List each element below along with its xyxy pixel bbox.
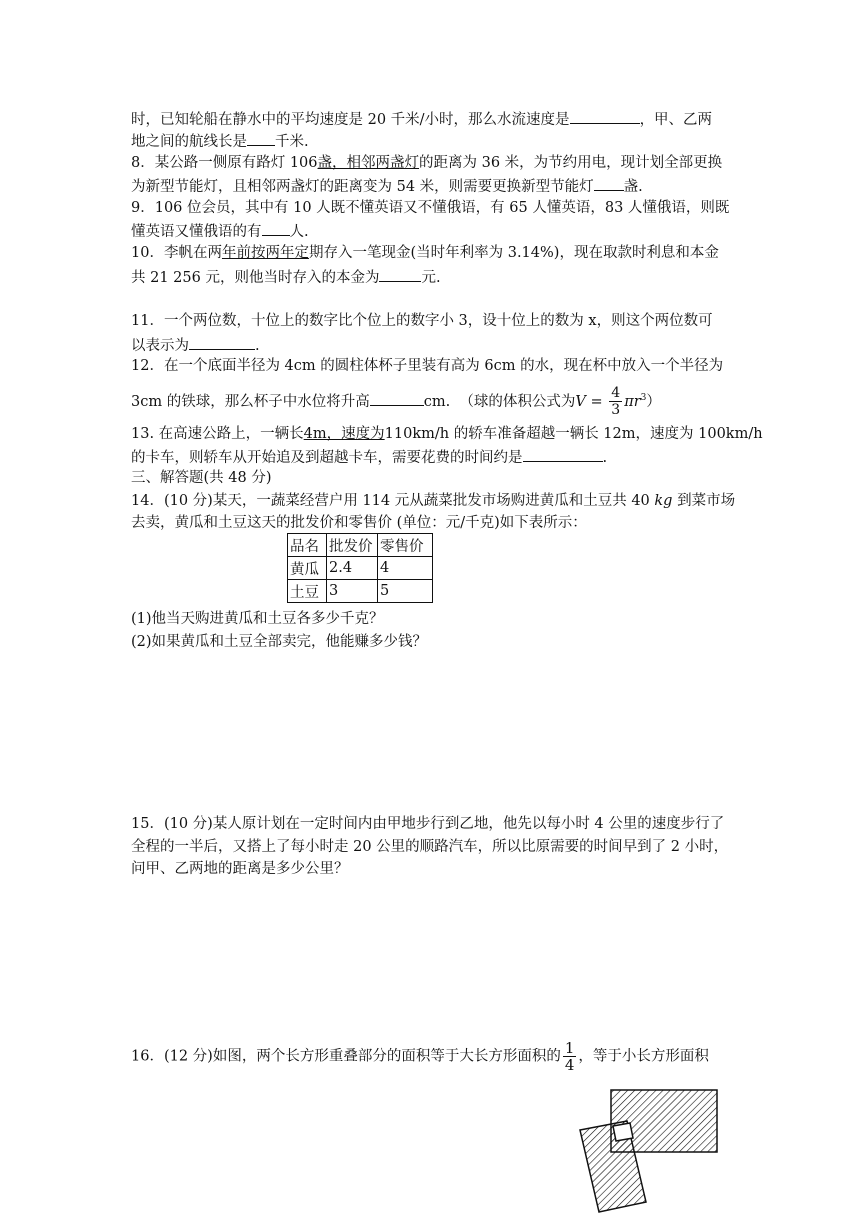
- table-cell: 黄瓜: [288, 557, 327, 580]
- table-cell: 土豆: [288, 580, 327, 603]
- q14-sub2: (2)如果黄瓜和土豆全部卖完，他能赚多少钱？: [131, 634, 428, 650]
- table-header-cell: 品名: [288, 534, 327, 557]
- q15-line1: 15．(10 分)某人原计划在一定时间内由甲地步行到乙地，他先以每小时 4 公里的速度步行了: [131, 816, 725, 832]
- overlapping-rectangles-figure: [575, 1086, 725, 1214]
- q13-line2: 的卡车，则轿车从开始追及到超越卡车，需要花费的时间约是 .: [131, 446, 607, 468]
- answer-blank[interactable]: [570, 108, 640, 124]
- table-row: [288, 580, 433, 603]
- answer-blank[interactable]: [379, 266, 421, 282]
- answer-blank[interactable]: [189, 334, 255, 350]
- q7-line2: 地之间的航线长是 千米.: [131, 130, 309, 152]
- table-header-row: [288, 534, 433, 557]
- q8-line1: 8．某公路一侧原有路灯 106盏，相邻两盏灯的距离为 36 米，为节约用电，现计划全部更换: [131, 155, 723, 171]
- q9-line1: 9．106 位会员，其中有 10 人既不懂英语又不懂俄语，有 65 人懂英语，83 人懂俄语，则既: [131, 200, 730, 216]
- q14-line1: 14．(10 分)某天，一蔬菜经营户用 114 元从蔬菜批发市场购进黄瓜和土豆共 40 kg 到菜市场: [131, 493, 736, 509]
- q11-line2: 以表示为 .: [131, 334, 260, 356]
- table-cell: 5: [378, 580, 433, 603]
- formula-fraction: $\frac{4}{3}$: [611, 385, 621, 419]
- q11-line1: 11．一个两位数，十位上的数字比个位上的数字小 3，设十位上的数为 x，则这个两位数可: [131, 313, 713, 329]
- table-row: [288, 557, 433, 580]
- price-table: [287, 533, 433, 603]
- q16-line1: 16．(12 分)如图，两个长方形重叠部分的面积等于大长方形面积的 $\frac{1}{4}$ ，等于小长方形面积: [131, 1039, 709, 1074]
- q15-line2: 全程的一半后，又搭上了每小时走 20 公里的顺路汽车，所以比原需要的时间早到了 2 小时，: [131, 839, 729, 855]
- answer-blank[interactable]: [262, 220, 290, 236]
- q14-line2: 去卖，黄瓜和土豆这天的批发价和零售价 (单位：元/千克)如下表所示：: [131, 515, 587, 531]
- table-header-cell: 批发价: [327, 534, 378, 557]
- q10-line2: 共 21 256 元，则他当时存入的本金为 元.: [131, 266, 441, 288]
- q16-fraction: $\frac{1}{4}$: [564, 1039, 575, 1074]
- section-heading: 三、解答题(共 48 分): [131, 470, 272, 486]
- q7-line1: 时，已知轮船在静水中的平均速度是 20 千米/小时，那么水流速度是 ，甲、乙两: [131, 108, 712, 130]
- q9-line2: 懂英语又懂俄语的有 人.: [131, 220, 309, 242]
- table-cell: 2.4: [327, 557, 378, 580]
- q14-sub1: (1)他当天购进黄瓜和土豆各多少千克？: [131, 611, 384, 627]
- answer-blank[interactable]: [594, 175, 624, 191]
- q12-line2: 3cm 的铁球，那么杯子中水位将升高 cm. （球的体积公式为V = $\frac{4}{3}$ $\pi r^3$）: [131, 385, 661, 419]
- table-cell: 4: [378, 557, 433, 580]
- q15-line3: 问甲、乙两地的距离是多少公里？: [131, 861, 349, 877]
- overlap-region: [613, 1123, 633, 1141]
- table-cell: 3: [327, 580, 378, 603]
- q8-line2: 为新型节能灯，且相邻两盏灯的距离变为 54 米，则需要更换新型节能灯 盏.: [131, 175, 643, 197]
- table-header-cell: 零售价: [378, 534, 433, 557]
- answer-blank[interactable]: [370, 390, 424, 406]
- q13-line1: 13. 在高速公路上，一辆长4m，速度为110km/h 的轿车准备超越一辆长 12m，速度为 100km/h: [131, 426, 763, 442]
- q12-line1: 12．在一个底面半径为 4cm 的圆柱体杯子里装有高为 6cm 的水，现在杯中放入一个半径为: [131, 358, 724, 374]
- q10-line1: 10．李帆在两年前按两年定期存入一笔现金(当时年利率为 3.14%)，现在取款时利息和本金: [131, 245, 719, 261]
- answer-blank[interactable]: [247, 130, 275, 146]
- answer-blank[interactable]: [523, 446, 603, 462]
